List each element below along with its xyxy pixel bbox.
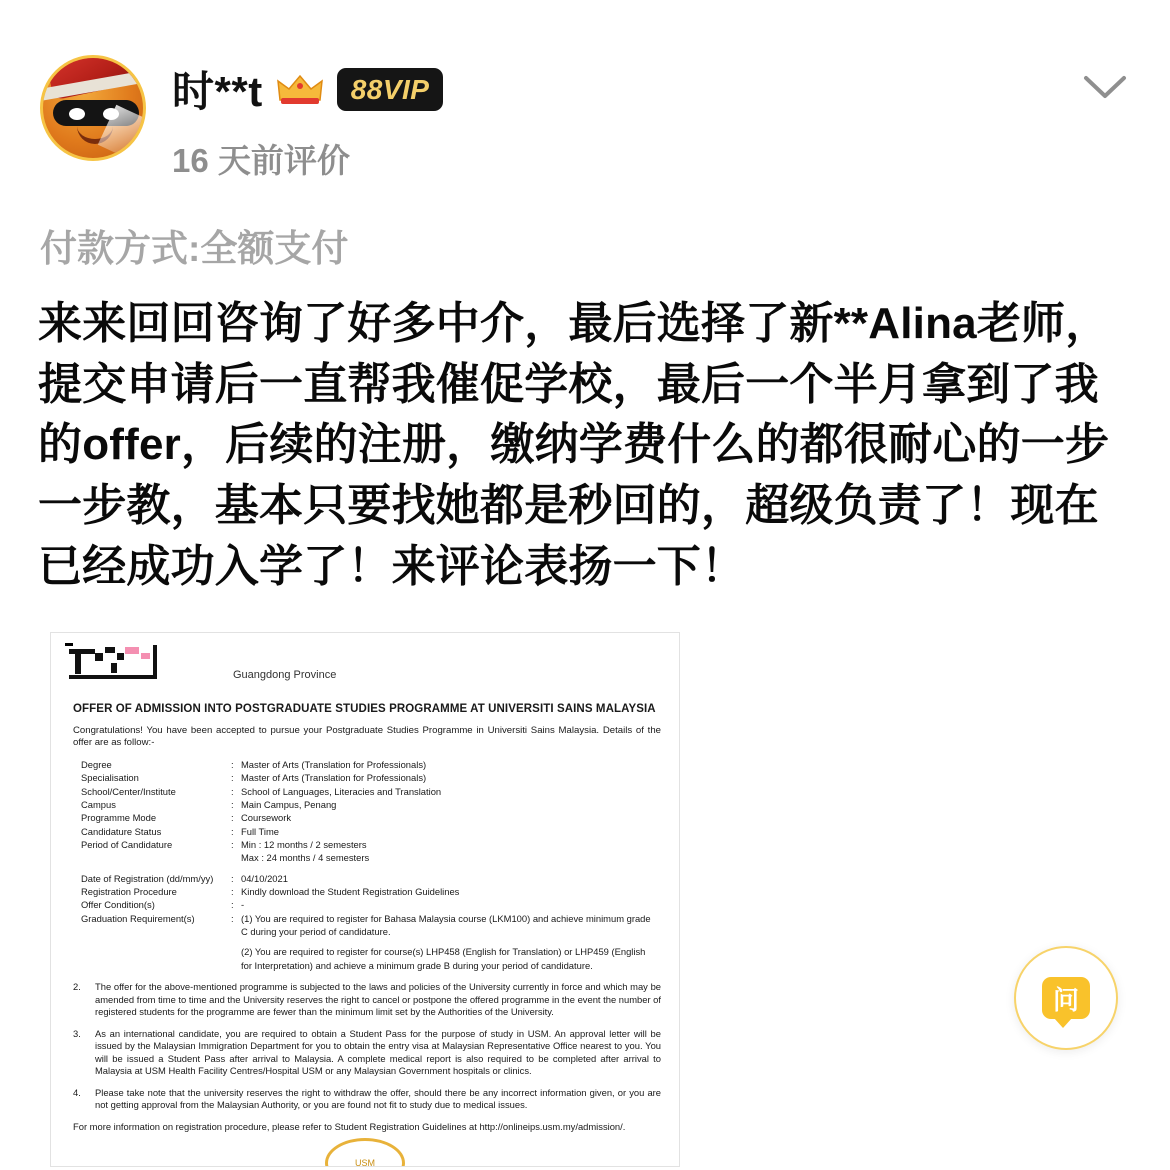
doc-field-value: -	[241, 899, 245, 911]
review-header	[0, 0, 1170, 182]
doc-field-row	[81, 912, 657, 939]
chevron-down-icon[interactable]	[1082, 72, 1128, 102]
doc-stamp: USM	[325, 1138, 405, 1167]
vip-badge: 88VIP	[337, 68, 444, 111]
payment-method: 付款方式:全额支付	[40, 228, 349, 269]
doc-field-value: Coursework	[241, 812, 292, 824]
header-text	[172, 55, 1130, 182]
doc-field-colon: :	[231, 899, 234, 911]
doc-intro: Congratulations! You have been accepted to pursue your Postgraduate Studies Programme in Universiti Sains Malaysia. Details of the offer are as follow:-	[73, 724, 661, 749]
doc-field-colon: :	[231, 872, 234, 884]
doc-clauses	[65, 981, 665, 1112]
crown-icon	[277, 72, 323, 106]
doc-clause	[73, 1028, 661, 1078]
doc-field-label	[81, 851, 231, 864]
doc-field-value: Master of Arts (Translation for Professionals)	[241, 758, 427, 770]
doc-field-row	[81, 798, 657, 811]
doc-field-label: Specialisation	[81, 772, 139, 784]
doc-field-row	[81, 945, 657, 972]
doc-field-spacer	[81, 865, 657, 872]
doc-field-row	[81, 771, 657, 784]
doc-field-value: Full Time	[241, 825, 280, 837]
doc-province: Guangdong Province	[233, 668, 337, 681]
doc-field-value: (2) You are required to register for course(s) LHP458 (English for Translation) or LHP459 (English for Interpretation) and achieve a minimum grade B during your period of candidature.	[241, 946, 646, 971]
doc-field-colon	[231, 945, 241, 972]
user-name: 时**t	[172, 68, 263, 115]
doc-field-label: Offer Condition(s)	[81, 899, 155, 911]
doc-clause-text: Please take note that the university reserves the right to withdraw the offer, should there be any incorrect information given, or you are not getting approval from the Malaysian Authority, or you are found not fit to study due to medical issues.	[95, 1086, 661, 1111]
doc-field-label: School/Center/Institute	[81, 785, 176, 797]
doc-field-colon: :	[231, 785, 234, 797]
doc-clause-number: 2.	[73, 981, 81, 993]
doc-field-colon: :	[231, 886, 234, 897]
doc-field-label: Period of Candidature	[81, 838, 173, 850]
doc-field-row	[81, 885, 657, 898]
doc-field-value: Max : 24 months / 4 semesters	[241, 852, 370, 864]
doc-clause-number: 3.	[73, 1027, 81, 1039]
doc-field-label: Date of Registration (dd/mm/yy)	[81, 872, 214, 884]
doc-field-colon	[231, 851, 241, 864]
doc-field-row	[81, 785, 657, 798]
doc-footer: For more information on registration procedure, please refer to Student Registration Guidelines at http://onlineips.usm.my/admission/.	[73, 1120, 626, 1132]
doc-clause-number: 4.	[73, 1086, 81, 1098]
name-row	[172, 59, 1130, 119]
doc-field-value: 04/10/2021	[241, 872, 288, 884]
review-time: 16 天前评价	[172, 142, 350, 179]
review-content: 来来回回咨询了好多中介，最后选择了新**Alina老师，提交申请后一直帮我催促学校，最后一个半月拿到了我的offer，后续的注册，缴纳学费什么的都很耐心的一步一步教，基本只要找她都是秒回的，超级负责了！现在已经成功入学了！来评论表扬一下！	[38, 299, 1110, 591]
ask-bubble-icon: 问	[1042, 977, 1090, 1019]
avatar-eye-left	[69, 108, 85, 120]
doc-field-label: Candidature Status	[81, 825, 162, 837]
doc-field-row	[81, 872, 657, 885]
doc-field-label: Registration Procedure	[81, 886, 177, 897]
doc-field-row	[81, 851, 657, 864]
doc-field-label: Graduation Requirement(s)	[81, 912, 195, 924]
doc-field-spacer	[81, 938, 657, 945]
doc-title: OFFER OF ADMISSION INTO POSTGRADUATE STUDIES PROGRAMME AT UNIVERSITI SAINS MALAYSIA	[73, 702, 656, 715]
doc-field-row	[81, 758, 657, 771]
doc-field-label: Campus	[81, 798, 116, 810]
doc-field-row	[81, 825, 657, 838]
doc-field-label: Programme Mode	[81, 812, 157, 824]
doc-clause-text: As an international candidate, you are required to obtain a Student Pass for the purpose of study in USM. An approval letter will be issued by the Malaysian Immigration Department for you to obtain the entry visa at Malaysian Representative Office nearest to you. You will be issued a Student Pass after arrival to Malaysia. A complete medical report is also required to be completed after arrival to Malaysia at USM Health Facility Centres/Hospital USM or any Malaysian Government hospitals or clinics.	[95, 1027, 661, 1077]
doc-field-value: (1) You are required to register for Bahasa Malaysia course (LKM100) and achieve minimum grade C during your period of candidature.	[241, 912, 651, 938]
doc-field-row	[81, 811, 657, 824]
doc-field-value: Min : 12 months / 2 semesters	[241, 838, 367, 850]
doc-field-row	[81, 838, 657, 851]
doc-clause	[73, 1087, 661, 1112]
offer-letter-content	[51, 633, 679, 1144]
doc-field-colon: :	[231, 912, 234, 924]
doc-field-colon: :	[231, 798, 234, 810]
ask-floating-button[interactable]	[1014, 946, 1118, 1050]
doc-field-colon: :	[231, 825, 234, 837]
doc-field-row	[81, 898, 657, 911]
doc-logo-row	[65, 643, 665, 691]
avatar[interactable]	[40, 55, 146, 161]
doc-field-colon: :	[231, 812, 234, 824]
university-logo-icon	[65, 643, 225, 687]
offer-letter-image[interactable]	[50, 632, 680, 1167]
doc-field-value: School of Languages, Literacies and Translation	[241, 785, 442, 797]
doc-field-label: Degree	[81, 758, 112, 770]
doc-field-label	[81, 945, 231, 972]
doc-field-value: Kindly download the Student Registration Guidelines	[241, 886, 460, 897]
doc-field-colon: :	[231, 772, 234, 784]
doc-field-value: Main Campus, Penang	[241, 798, 337, 810]
doc-clause-text: The offer for the above-mentioned programme is subjected to the laws and policies of the University currently in force and which may be amended from time to time and the University reserves the right to cancel or postpone the offered programme in the event the number of registered students for the programme are fewer than the minimum limit set by the Authorities of the University.	[95, 981, 661, 1018]
doc-field-value: Master of Arts (Translation for Professionals)	[241, 772, 427, 784]
doc-clause	[73, 981, 661, 1019]
doc-field-colon: :	[231, 758, 234, 770]
offer-details-table	[81, 758, 657, 972]
doc-field-colon: :	[231, 838, 234, 850]
